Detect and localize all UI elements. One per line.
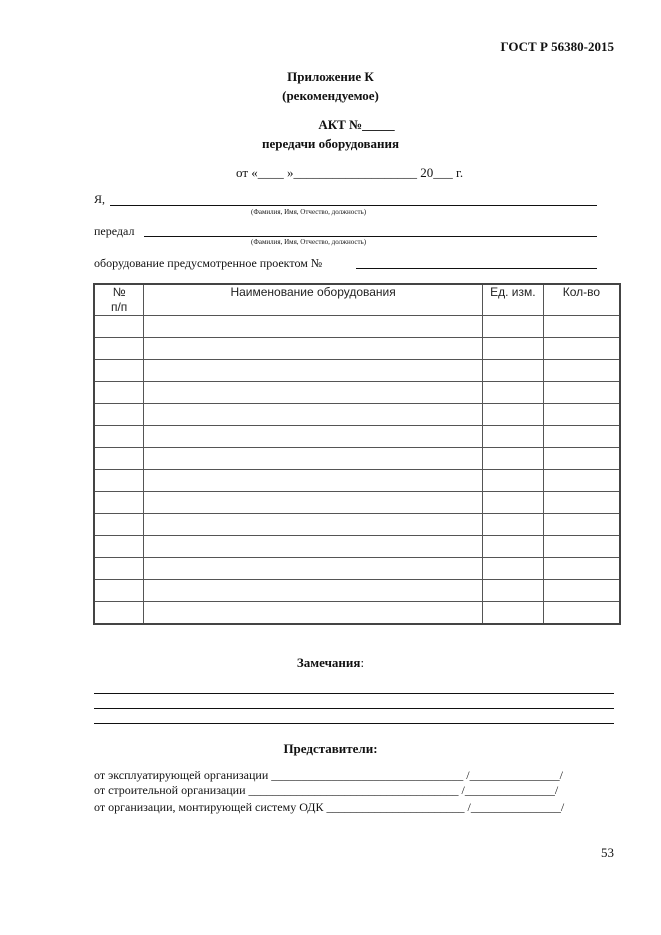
cell-quantity[interactable] xyxy=(543,470,620,492)
cell-number[interactable] xyxy=(94,338,144,360)
i-caption: (Фамилия, Имя, Отчество, должность) xyxy=(251,208,367,216)
cell-number[interactable] xyxy=(94,360,144,382)
header-unit: Ед. изм. xyxy=(482,284,543,316)
cell-equipment-name[interactable] xyxy=(144,492,483,514)
representatives-title: Представители: xyxy=(283,741,378,756)
cell-number[interactable] xyxy=(94,580,144,602)
cell-unit[interactable] xyxy=(482,316,543,338)
cell-number[interactable] xyxy=(94,316,144,338)
cell-quantity[interactable] xyxy=(543,536,620,558)
cell-equipment-name[interactable] xyxy=(144,404,483,426)
cell-equipment-name[interactable] xyxy=(144,426,483,448)
cell-equipment-name[interactable] xyxy=(144,558,483,580)
cell-equipment-name[interactable] xyxy=(144,536,483,558)
header-number xyxy=(94,284,144,316)
cell-quantity[interactable] xyxy=(543,316,620,338)
remarks-heading xyxy=(0,655,661,671)
cell-equipment-name[interactable] xyxy=(144,360,483,382)
cell-equipment-name[interactable] xyxy=(144,514,483,536)
cell-equipment-name[interactable] xyxy=(144,382,483,404)
transferred-caption: (Фамилия, Имя, Отчество, должность) xyxy=(251,238,367,246)
header-number-text: № п/п xyxy=(110,285,128,314)
cell-number[interactable] xyxy=(94,514,144,536)
cell-equipment-name[interactable] xyxy=(144,448,483,470)
table-header-row xyxy=(94,284,620,316)
project-label: оборудование предусмотренное проектом № xyxy=(94,256,323,270)
cell-unit[interactable] xyxy=(482,470,543,492)
equipment-table xyxy=(93,283,621,625)
cell-unit[interactable] xyxy=(482,404,543,426)
cell-unit[interactable] xyxy=(482,426,543,448)
representative-construction-org: от строительной организации ___________________________________ /_______________/ xyxy=(94,783,559,797)
cell-unit[interactable] xyxy=(482,492,543,514)
cell-equipment-name[interactable] xyxy=(144,470,483,492)
table-row xyxy=(94,426,620,448)
table-row xyxy=(94,602,620,625)
table-row xyxy=(94,316,620,338)
cell-unit[interactable] xyxy=(482,580,543,602)
cell-equipment-name[interactable] xyxy=(144,580,483,602)
cell-quantity[interactable] xyxy=(543,558,620,580)
cell-unit[interactable] xyxy=(482,448,543,470)
cell-number[interactable] xyxy=(94,602,144,625)
i-name-line[interactable] xyxy=(110,205,597,206)
standard-header: ГОСТ Р 56380-2015 xyxy=(500,39,614,54)
table-row xyxy=(94,338,620,360)
table-row xyxy=(94,404,620,426)
cell-quantity[interactable] xyxy=(543,338,620,360)
cell-number[interactable] xyxy=(94,558,144,580)
cell-quantity[interactable] xyxy=(543,426,620,448)
table-row xyxy=(94,536,620,558)
table-row xyxy=(94,514,620,536)
remarks-title: Замечания xyxy=(296,655,361,670)
cell-unit[interactable] xyxy=(482,360,543,382)
representative-odk-org: от организации, монтирующей систему ОДК _______________________ /_______________/ xyxy=(94,800,565,814)
cell-unit[interactable] xyxy=(482,338,543,360)
cell-number[interactable] xyxy=(94,382,144,404)
cell-equipment-name[interactable] xyxy=(144,602,483,625)
i-label: Я, xyxy=(94,192,106,206)
appendix-title: Приложение К xyxy=(287,69,374,84)
cell-number[interactable] xyxy=(94,470,144,492)
cell-number[interactable] xyxy=(94,536,144,558)
cell-number[interactable] xyxy=(94,404,144,426)
cell-equipment-name[interactable] xyxy=(144,338,483,360)
cell-unit[interactable] xyxy=(482,382,543,404)
representative-operating-org: от эксплуатирующей организации ________________________________ /_______________/ xyxy=(94,768,563,782)
cell-quantity[interactable] xyxy=(543,382,620,404)
header-quantity: Кол-во xyxy=(543,284,620,316)
act-title: АКТ №_____ xyxy=(318,117,395,132)
table-row xyxy=(94,558,620,580)
cell-quantity[interactable] xyxy=(543,514,620,536)
table-row xyxy=(94,470,620,492)
act-subtitle: передачи оборудования xyxy=(261,136,400,151)
appendix-subtitle: (рекомендуемое) xyxy=(282,88,379,103)
remarks-line[interactable] xyxy=(94,708,614,709)
cell-quantity[interactable] xyxy=(543,602,620,625)
cell-unit[interactable] xyxy=(482,536,543,558)
page-number: 53 xyxy=(601,845,614,860)
date-line: от «____ »___________________ 20___ г. xyxy=(236,165,464,180)
cell-equipment-name[interactable] xyxy=(144,316,483,338)
table-row xyxy=(94,382,620,404)
cell-quantity[interactable] xyxy=(543,492,620,514)
cell-quantity[interactable] xyxy=(543,404,620,426)
cell-quantity[interactable] xyxy=(543,580,620,602)
cell-unit[interactable] xyxy=(482,558,543,580)
project-number-line[interactable] xyxy=(356,268,597,269)
cell-unit[interactable] xyxy=(482,602,543,625)
cell-quantity[interactable] xyxy=(543,360,620,382)
cell-number[interactable] xyxy=(94,426,144,448)
remarks-colon: : xyxy=(360,655,365,670)
cell-unit[interactable] xyxy=(482,514,543,536)
transferred-label: передал xyxy=(94,224,135,238)
table-row xyxy=(94,492,620,514)
header-equipment-name: Наименование оборудования xyxy=(144,284,483,316)
cell-number[interactable] xyxy=(94,492,144,514)
remarks-line[interactable] xyxy=(94,723,614,724)
remarks-line[interactable] xyxy=(94,693,614,694)
transferred-name-line[interactable] xyxy=(144,236,597,237)
cell-quantity[interactable] xyxy=(543,448,620,470)
cell-number[interactable] xyxy=(94,448,144,470)
table-row xyxy=(94,360,620,382)
table-body xyxy=(94,316,620,625)
table-row xyxy=(94,448,620,470)
table-row xyxy=(94,580,620,602)
